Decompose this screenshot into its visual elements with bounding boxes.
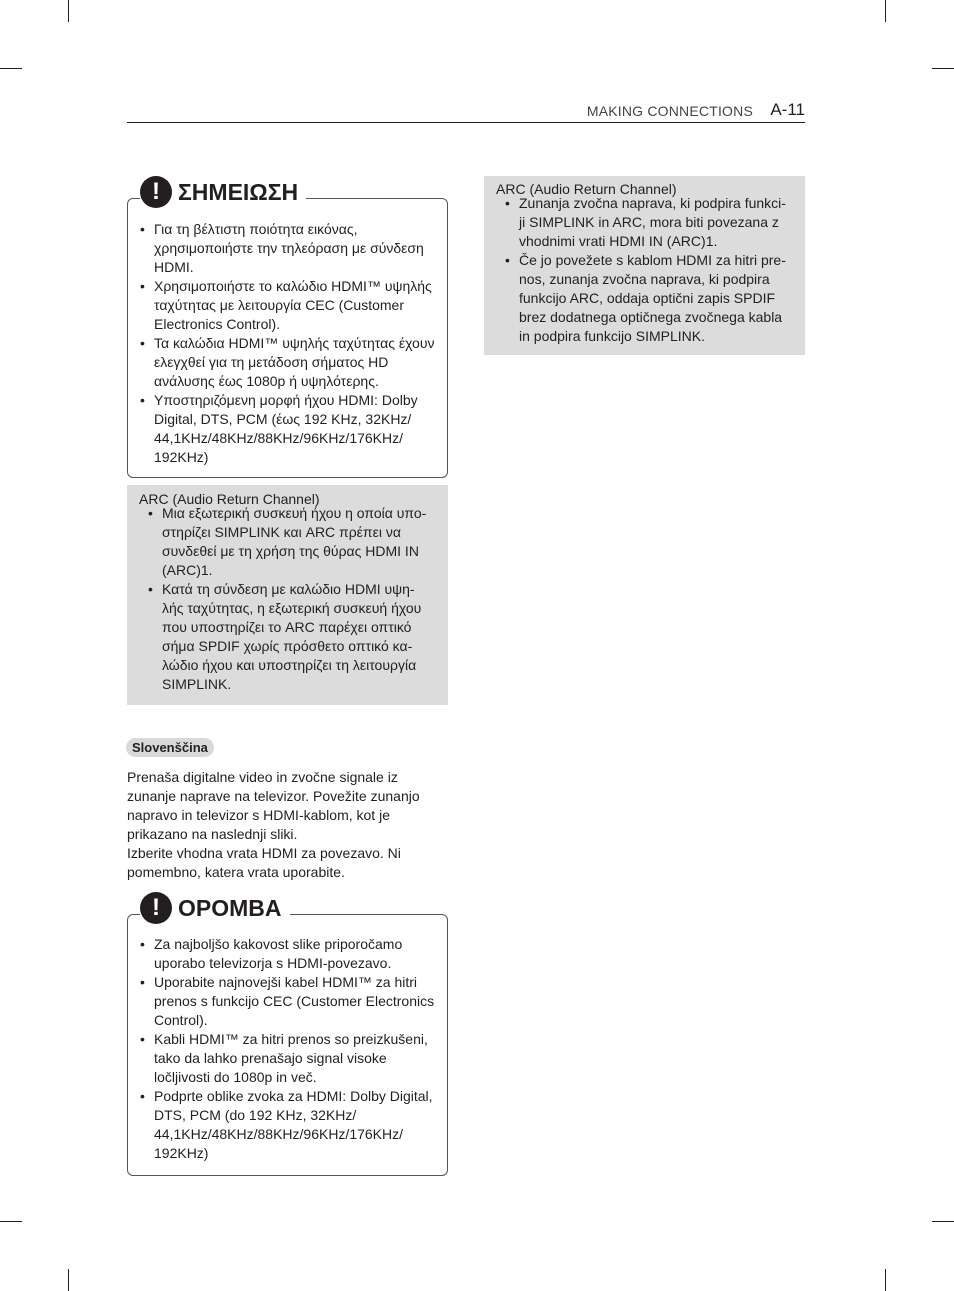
list-item: • Zunanja zvočna naprava, ki podpira funkci- ji SIMPLINK in ARC, mora biti povezana z vhodnimi vrati HDMI IN (ARC)1. <box>496 194 796 251</box>
greek-note-list <box>128 220 440 467</box>
slovenian-arc-box <box>484 176 805 355</box>
list-item: • Χρησιμοποιήστε το καλώδιο HDMI™ υψηλής ταχύτητας με λειτουργία CEC (Customer Electronics Control). <box>128 277 440 334</box>
list-item: • Za najboljšo kakovost slike priporočamo uporabo televizorja s HDMI-povezavo. <box>128 935 440 973</box>
greek-note-header <box>140 176 306 208</box>
intro-paragraph: Izberite vhodna vrata HDMI za povezavo. Ni pomembno, katera vrata uporabite. <box>127 845 401 880</box>
crop-mark-top-right-h <box>932 68 954 69</box>
list-item: • Uporabite najnovejši kabel HDMI™ za hitri prenos s funkcijo CEC (Customer Electronics Control). <box>128 973 440 1030</box>
slovenian-note-title: OPOMBA <box>178 894 282 921</box>
list-item: • Μια εξωτερική συσκευή ήχου η οποία υπο- στηρίζει SIMPLINK και ARC πρέπει να συνδεθεί με τη χρήση της θύρας HDMI IN (ARC)1. <box>139 504 435 580</box>
slovenian-note-box <box>127 894 448 1176</box>
language-tag: Slovenščina <box>126 738 214 757</box>
crop-mark-bottom-left-v <box>68 1269 69 1291</box>
list-item: • Υποστηριζόμενη μορφή ήχου HDMI: Dolby Digital, DTS, PCM (έως 192 KHz, 32KHz/ 44,1KHz/48KHz/88KHz/96KHz/176KHz/ 192KHz) <box>128 391 440 467</box>
slovenian-arc-list <box>496 194 796 346</box>
crop-mark-bottom-right-h <box>932 1221 954 1222</box>
greek-note-box <box>127 178 448 478</box>
greek-note-title: ΣΗΜΕΙΩΣΗ <box>178 178 299 205</box>
page-header <box>127 100 805 123</box>
exclamation-icon: ! <box>140 892 172 924</box>
crop-mark-top-left-v <box>68 0 69 22</box>
greek-arc-title: ARC (Audio Return Channel) <box>139 491 320 507</box>
exclamation-icon: ! <box>140 176 172 208</box>
list-item: • Τα καλώδια HDMI™ υψηλής ταχύτητας έχουν ελεγχθεί για τη μετάδοση σήματος HD ανάλυσης έως 1080p ή υψηλότερης. <box>128 334 440 391</box>
greek-arc-list <box>139 504 435 694</box>
crop-mark-top-left-h <box>0 68 22 69</box>
crop-mark-bottom-right-v <box>885 1269 886 1291</box>
slovenian-note-list <box>128 935 440 1163</box>
page-number: A-11 <box>770 100 805 119</box>
list-item: • Če jo povežete s kablom HDMI za hitri pre- nos, zunanja zvočna naprava, ki podpira funkcijo ARC, oddaja optični zapis SPDIF brez dodatnega optičnega zvočnega kabla in podpira funkcijo SIMPLINK. <box>496 251 796 346</box>
list-item: • Podprte oblike zvoka za HDMI: Dolby Digital, DTS, PCM (do 192 KHz, 32KHz/ 44,1KHz/48KHz/88KHz/96KHz/176KHz/ 192KHz) <box>128 1087 440 1163</box>
crop-mark-bottom-left-h <box>0 1221 22 1222</box>
list-item: • Για τη βέλτιστη ποιότητα εικόνας, χρησιμοποιήστε την τηλεόραση με σύνδεση HDMI. <box>128 220 440 277</box>
intro-paragraph: Prenaša digitalne video in zvočne signale iz zunanje naprave na televizor. Povežite zunanjo napravo in televizor s HDMI-kablom, kot je prikazano na naslednji sliki. <box>127 769 420 842</box>
slovenian-arc-title: ARC (Audio Return Channel) <box>496 181 677 197</box>
list-item: • Κατά τη σύνδεση με καλώδιο HDMI υψη- λής ταχύτητας, η εξωτερική συσκευή ήχου που υποστηρίζει το ARC παρέχει οπτικό σήμα SPDIF χωρίς πρόσθετο οπτικό κα- λώδιο ήχου και υποστηρίζει τη λειτουργία SIMPLINK. <box>139 580 435 694</box>
list-item: • Kabli HDMI™ za hitri prenos so preizkušeni, tako da lahko prenašajo signal visoke ločljivosti do 1080p in več. <box>128 1030 440 1087</box>
slovenian-note-header <box>140 892 290 924</box>
greek-arc-box <box>127 485 448 705</box>
crop-mark-top-right-v <box>885 0 886 22</box>
section-title: MAKING CONNECTIONS <box>586 103 753 119</box>
slovenian-intro <box>127 768 437 882</box>
